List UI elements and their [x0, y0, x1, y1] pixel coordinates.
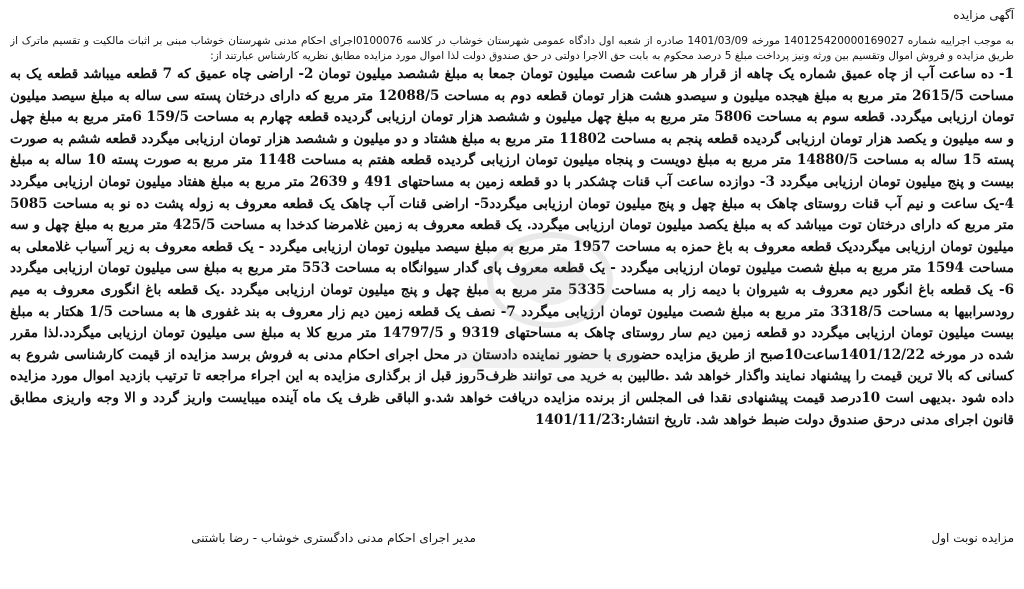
notice-lead-paragraph: به موجب اجراییه شماره 140125420000169027 مورخه 1401/03/09 صادره از شعبه اول دادگاه عمومی شهرستان خوشاب در کلاسه 0100076اجرای احکام مدنی شهرستان خوشاب مبنی بر اثبات مالکیت و تقسیم ماترک از طریق مزایده و فروش اموال وتقسیم بین ورثه ونیز پرداخت مبلغ 5 درصد محکوم به بابت حق الاجرا دولتی در حق صندوق دولت لذا اموال مورد مزایده مطابق نظریه کارشناس عبارتند از: — [10, 35, 1014, 62]
notice-title: آگهی مزایده — [953, 8, 1014, 22]
notice-footer — [0, 528, 1024, 548]
signature-line: مدیر اجرای احکام مدنی دادگستری خوشاب - رضا باشتنی — [191, 531, 476, 545]
notice-body-text: 1- ده ساعت آب از چاه عمیق شماره یک چاهه از قرار هر ساعت شصت میلیون تومان جمعا به مبلغ ششصد میلیون تومان 2- اراضی چاه عمیق که 7 قطعه میباشد قطعه یک به مساحت 2615/5 متر مربع به مبلغ هیجده میلیون و سیصدو هشت هزار تومان قطعه دوم به مساحت 12088/5 متر مربع که دارای درختان پسته سی ساله به مبلغ سیصد میلیون تومان ارزیابی میگردد. قطعه سوم به مساحت 5806 متر مربع به مبلغ چهل میلیون و ششصد هزار تومان ارزیابی گردیده قطعه چهارم به مساحت 159/5 6متر مربع به مبلغ چهل و سه میلیون و یکصد هزار تومان ارزیابی گردیده قطعه پنجم به مساحت 11802 متر مربع به مبلغ هشتاد و دو میلیون و ششصد هزار تومان ارزیابی میگردد قطعه ششم به صورت پسته 15 ساله به مساحت 14880/5 متر مربع به مبلغ دویست و پنجاه میلیون تومان ارزیابی گردیده قطعه هفتم به مساحت 1148 متر مربع به صورت پسته 10 ساله به مبلغ بیست و پنج میلیون تومان ارزیابی میگردد 3- دوازده ساعت آب قنات چشکدر با دو قطعه زمین به مساحتهای 491 و 2639 متر مربع به مبلغ هفتاد میلیون تومان ارزیابی میگردد 4-یک ساعت و نیم آب قنات روستای چاهک به مبلغ چهل و پنج میلیون تومان ارزیابی میگردد5- اراضی قنات آب چاهک یک قطعه معروف به زوله پشت ده نو به مساحت 5085 متر مربع که دارای درختان توت میباشد که به مبلغ یکصد میلیون تومان ارزیابی میگردد. یک قطعه معروف به زمین غلامرضا کدخدا به مساحت 425/5 متر مربع به مبلغ چهل و سه میلیون تومان ارزیابی میگرددیک قطعه معروف به باغ حمزه به مساحت 1957 متر مربع به مبلغ سیصد میلیون تومان ارزیابی میگردد - یک قطعه معروف به زیر آسیاب غلامعلی به مساحت 1594 متر مربع به مبلغ شصت میلیون تومان ارزیابی میگردد - یک قطعه معروف پای گدار سیوانگاه به مساحت 553 متر مربع به مبلغ سی میلیون تومان ارزیابی میگردد 6- یک قطعه باغ انگور دیم معروف به شیروان با دیمه زار به مساحت 5335 متر مربع به مبلغ چهل و پنج میلیون تومان ارزیابی میگردد .یک قطعه باغ انگوری معروف به میم رودسرابیها به مساحت 3318/5 متر مربع به مبلغ شصت میلیون تومان ارزیابی میگردد 7- نصف یک قطعه زمین دیم زار معروف به بند غفوری ها به مساحت 1/5 هکتار به مبلغ بیست میلیون تومان ارزیابی میگردد دو قطعه زمین دیم سار روستای چاهک به مساحتهای 9319 و 14797/5 متر مربع کلا به مبلغ سی میلیون تومان ارزیابی میگردد.لذا مقرر شده در مورخه 1401/12/22ساعت10صبح از طریق مزایده حضوری با حضور نماینده دادستان در محل اجرای احکام مدنی به فروش برسد مزایده از قیمت کارشناسی شروع به کسانی که بالا ترین قیمت را پیشنهاد نمایند واگذار خواهد شد .طالبین به خرید می توانند ظرف5روز قبل از برگذاری مزایده به این اجراء مراجعه تا ترتیب بازدید اموال مورد مزایده داده شود .بدیهی است 10درصد قیمت پیشنهادی نقدا فی المجلس از برنده مزایده دریافت خواهد شد.و الباقی ظرف یک ماه آینده میبایست واریز گردد و الا وجه واریزی مطابق قانون اجرای مدنی درحق صندوق دولت ضبط خواهد شد. تاریخ انتشار:1401/11/23 — [10, 66, 1014, 428]
auction-round-note: مزایده نوبت اول — [931, 531, 1014, 545]
